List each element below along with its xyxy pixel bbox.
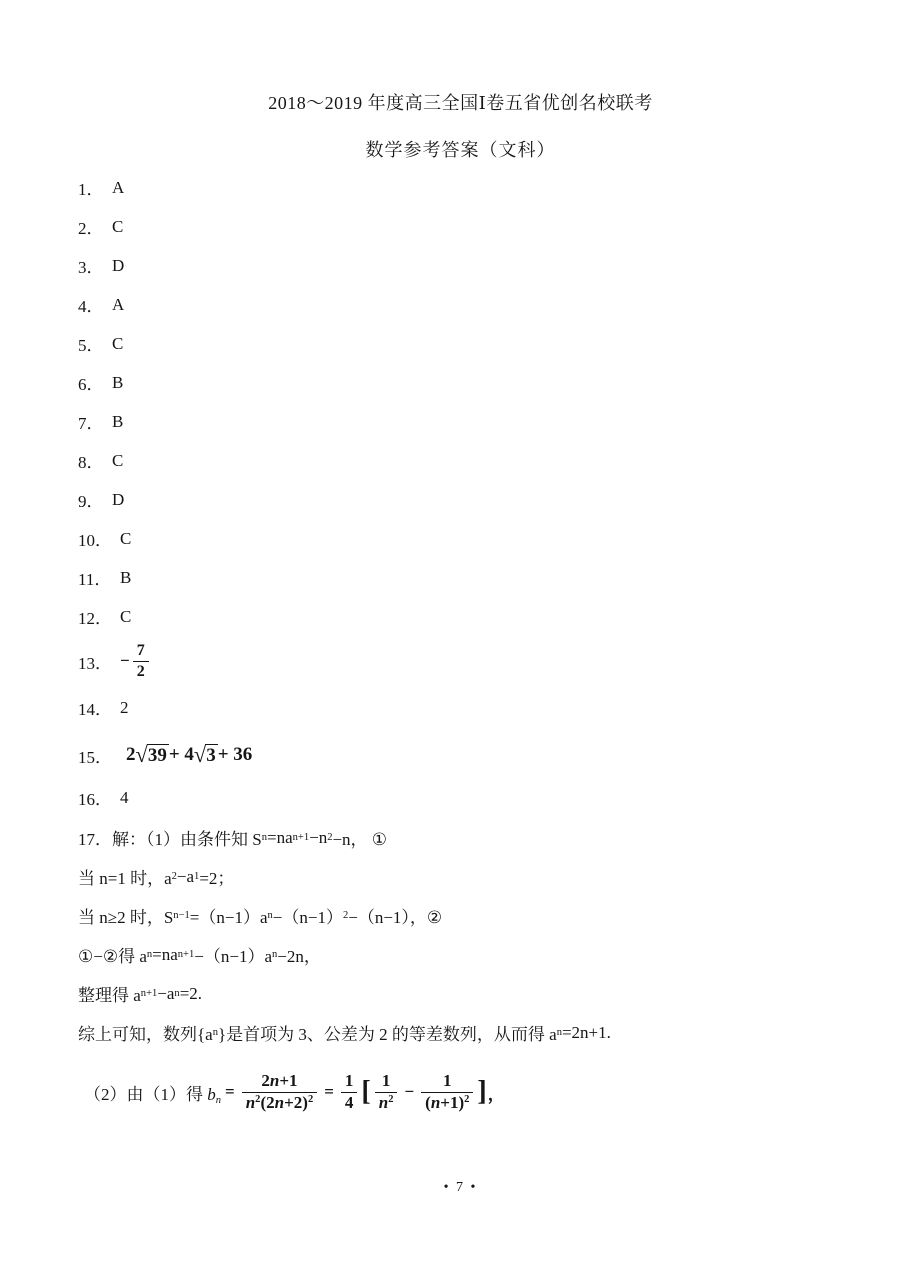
right-bracket: ] [477,1076,487,1107]
answer-number: 1． [78,180,104,199]
answer-number: 5． [78,336,104,355]
answer-number: 13． [78,653,112,673]
answer-number: 4． [78,297,104,316]
solution-line-4: ①−②得 a n =na n+1 −（n−1）a n −2n， [78,944,321,966]
answer-number: 6． [78,375,104,394]
answer-value: C [120,528,132,548]
fraction [421,1071,473,1113]
fraction-denominator: $(n+1)^2$ [425,1092,470,1112]
answer-number: 2． [78,219,104,238]
fraction [133,641,149,680]
answer-value: C [112,333,124,353]
answer-item-14 [78,688,129,727]
answer-number: 15． [78,747,112,767]
answer-value: 4 [120,787,129,807]
answer-item-9 [78,480,131,519]
answer-value: B [120,567,132,587]
left-bracket: [ [361,1076,371,1107]
fraction [242,1071,318,1113]
answer-item-4 [78,285,131,324]
answer-list [78,168,131,636]
answer-value: A [112,294,125,314]
formula-body [221,1071,505,1113]
answer-number: 7． [78,414,104,433]
answer-number: 16． [78,790,112,809]
fraction-denominator: 4 [344,1092,354,1112]
answer-item-12 [78,597,131,636]
solution-line-3: 当 n≥2 时，S n−1 =（n−1）a n −（n−1） 2 −（n−1），② [78,908,443,927]
page-subtitle: 数学参考答案（文科） [365,140,556,160]
sqrt-icon: √ [193,741,207,767]
equals-sign: = [225,1082,235,1101]
answer-item-13 [78,635,152,687]
answer-value: B [112,411,124,431]
answer-value: C [112,450,124,470]
fraction [375,1071,398,1113]
answer-number: 12． [78,609,112,628]
solution-line-2: 当 n=1 时，a 2 −a 1 =2； [78,866,235,888]
fraction-denominator: $n^2(2n+2)^2$ [245,1092,314,1112]
fraction-denominator: $n^2$ [378,1092,394,1112]
answer-number: 11． [78,570,112,589]
formula-prefix: （2）由（1）得 $b_n$ [84,1084,222,1106]
solution-formula-line [84,1058,505,1126]
answer-value: C [112,216,124,236]
answer-item-11 [78,558,131,597]
answer-item-3 [78,246,131,285]
radicand: 3 [206,744,216,766]
coefficient: 2 [126,743,136,765]
plus-term: + 4 [168,743,194,765]
answer-item-16 [78,778,129,817]
answer-value: D [112,489,125,509]
solution-line-1: 17．解：（1）由条件知 S n =na n+1 −n 2 −n， ① [78,827,388,849]
answer-item-8 [78,441,131,480]
minus-sign: − [120,651,130,670]
fraction-numerator: 1 [341,1071,358,1092]
answer-number: 10． [78,531,112,550]
answer-item-15 [78,735,252,775]
answer-number: 8． [78,453,104,472]
answer-item-2 [78,207,131,246]
equals-sign: = [324,1082,334,1101]
fraction-numerator: 7 [133,641,149,661]
fraction-numerator: 1 [375,1071,398,1092]
plus-term: + 36 [217,743,253,765]
answer-number: 3． [78,258,104,277]
answer-item-6 [78,363,131,402]
page-title: 2018～2019 年度高三全国Ⅰ卷五省优创名校联考 [268,93,653,113]
answer-value: D [112,255,125,275]
minus-sign: − [404,1082,415,1101]
answer-item-5 [78,324,131,363]
sqrt-icon: √ [135,741,148,767]
fraction [341,1071,358,1113]
radical-expression [126,741,253,767]
answer-value: 2 [120,697,129,717]
answer-item-10 [78,519,131,558]
sqrt-expression [193,741,218,767]
answer-number: 9． [78,492,104,511]
footer-page-number: • 7 • [443,1180,478,1195]
answer-number: 14． [78,700,112,719]
answer-value: C [120,606,132,626]
answer-item-7 [78,402,131,441]
radicand: 39 [147,744,167,766]
answer-value: A [112,177,125,197]
fraction-numerator: 1 [421,1071,473,1092]
comma: ， [487,1084,505,1104]
solution-line-6: 综上可知，数列{a n }是首项为 3、公差为 2 的等差数列，从而得 a n =2n+1. [78,1022,611,1044]
solution-line-5: 整理得 a n+1 −a n =2. [78,983,203,1005]
sqrt-expression [135,741,169,767]
fraction-denominator: 2 [136,662,145,680]
answer-value: B [112,372,124,392]
fraction-numerator: 2n+1 [242,1071,318,1092]
answer-item-1 [78,168,131,207]
